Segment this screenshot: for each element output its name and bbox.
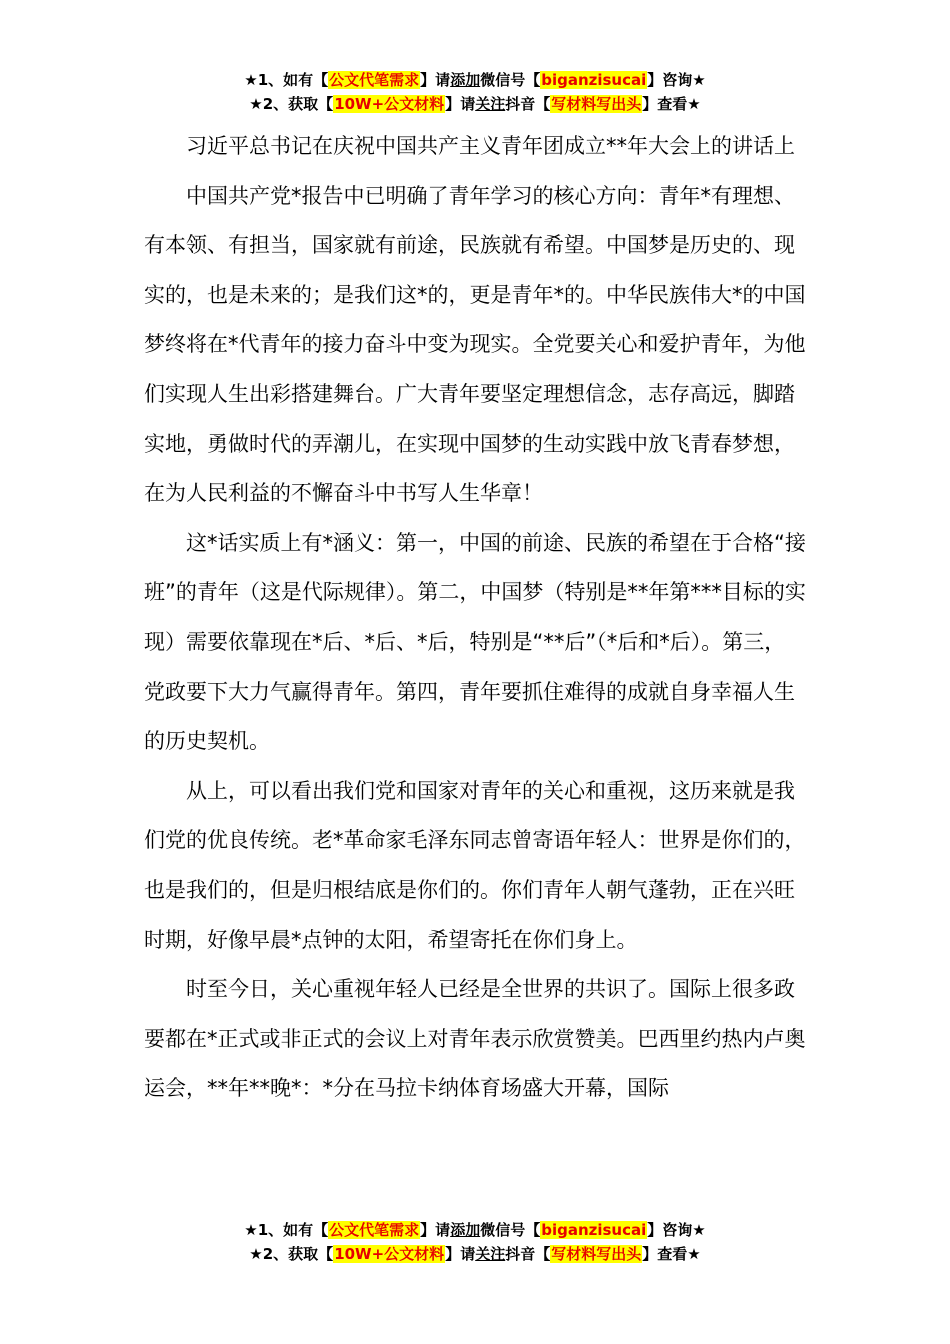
- banner-line-1: [0, 68, 950, 92]
- paragraph: 从上，可以看出我们党和国家对青年的关心和重视，这历来就是我们党的优良传统。老*革命家毛泽东同志曾寄语年轻人：世界是你们的，也是我们的，但是归根结底是你们的。你们青年人朝气蓬勃，正在兴旺时期，好像早晨*点钟的太阳，希望寄托在你们身上。: [144, 778, 806, 952]
- banner-text: 抖音【: [505, 95, 551, 113]
- banner-highlight: biganzisucai: [541, 71, 647, 89]
- document-body: [144, 122, 806, 1114]
- banner-highlight: 公文代笔需求: [329, 71, 420, 89]
- banner-text: 】请: [445, 1245, 476, 1263]
- paragraph: 这*话实质上有*涵义：第一，中国的前途、民族的希望在于合格“接班”的青年（这是代际规律）。第二，中国梦（特别是**年第***目标的实现）需要依靠现在*后、*后、*后，特别是“**后”（*后和*后）。第三，党政要下大力气赢得青年。第四，青年要抓住难得的成就自身幸福人生的历史契机。: [144, 530, 806, 754]
- banner-highlight: 写材料写出头: [551, 1245, 642, 1263]
- banner-highlight: 公文代笔需求: [329, 1221, 420, 1239]
- banner-text: ★2、获取【: [249, 1245, 334, 1263]
- banner-text: 抖音【: [505, 1245, 551, 1263]
- banner-text: 微信号【: [480, 71, 541, 89]
- banner-text: ★1、如有【: [244, 1221, 329, 1239]
- banner-underlined-text: 关注: [475, 95, 506, 113]
- banner-line-2: [0, 92, 950, 116]
- banner-text: 微信号【: [480, 1221, 541, 1239]
- banner-highlight: biganzisucai: [541, 1221, 647, 1239]
- header-banner: [0, 68, 950, 116]
- banner-text: 】查看★: [642, 95, 701, 113]
- banner-text: 】请: [445, 95, 476, 113]
- document-title: 习近平总书记在庆祝中国共产主义青年团成立**年大会上的讲话上: [186, 134, 795, 158]
- banner-highlight: 10W+公文材料: [334, 1245, 445, 1263]
- banner-text: 】咨询★: [647, 1221, 706, 1239]
- banner-highlight: 10W+公文材料: [334, 95, 445, 113]
- banner-underlined-text: 添加: [450, 71, 481, 89]
- banner-text: 】请: [420, 71, 451, 89]
- banner-highlight: 写材料写出头: [551, 95, 642, 113]
- paragraph: 时至今日，关心重视年轻人已经是全世界的共识了。国际上很多政要都在*正式或非正式的会议上对青年表示欣赏赞美。巴西里约热内卢奥运会，**年**晚*：*分在马拉卡纳体育场盛大开幕，国际: [144, 977, 806, 1101]
- banner-text: 】请: [420, 1221, 451, 1239]
- banner-text: ★2、获取【: [249, 95, 334, 113]
- banner-text: 】查看★: [642, 1245, 701, 1263]
- banner-text: ★1、如有【: [244, 71, 329, 89]
- banner-line-1: [0, 1218, 950, 1242]
- banner-text: 】咨询★: [647, 71, 706, 89]
- paragraph: 中国共产党*报告中已明确了青年学习的核心方向：青年*有理想、有本领、有担当，国家就有前途，民族就有希望。中国梦是历史的、现实的，也是未来的；是我们这*的，更是青年*的。中华民族伟大*的中国梦终将在*代青年的接力奋斗中变为现实。全党要关心和爱护青年，为他们实现人生出彩搭建舞台。广大青年要坚定理想信念，志存高远，脚踏实地，勇做时代的弄潮儿，在实现中国梦的生动实践中放飞青春梦想，在为人民利益的不懈奋斗中书写人生华章！: [144, 183, 806, 506]
- banner-underlined-text: 关注: [475, 1245, 506, 1263]
- footer-banner: [0, 1218, 950, 1266]
- banner-line-2: [0, 1242, 950, 1266]
- banner-underlined-text: 添加: [450, 1221, 481, 1239]
